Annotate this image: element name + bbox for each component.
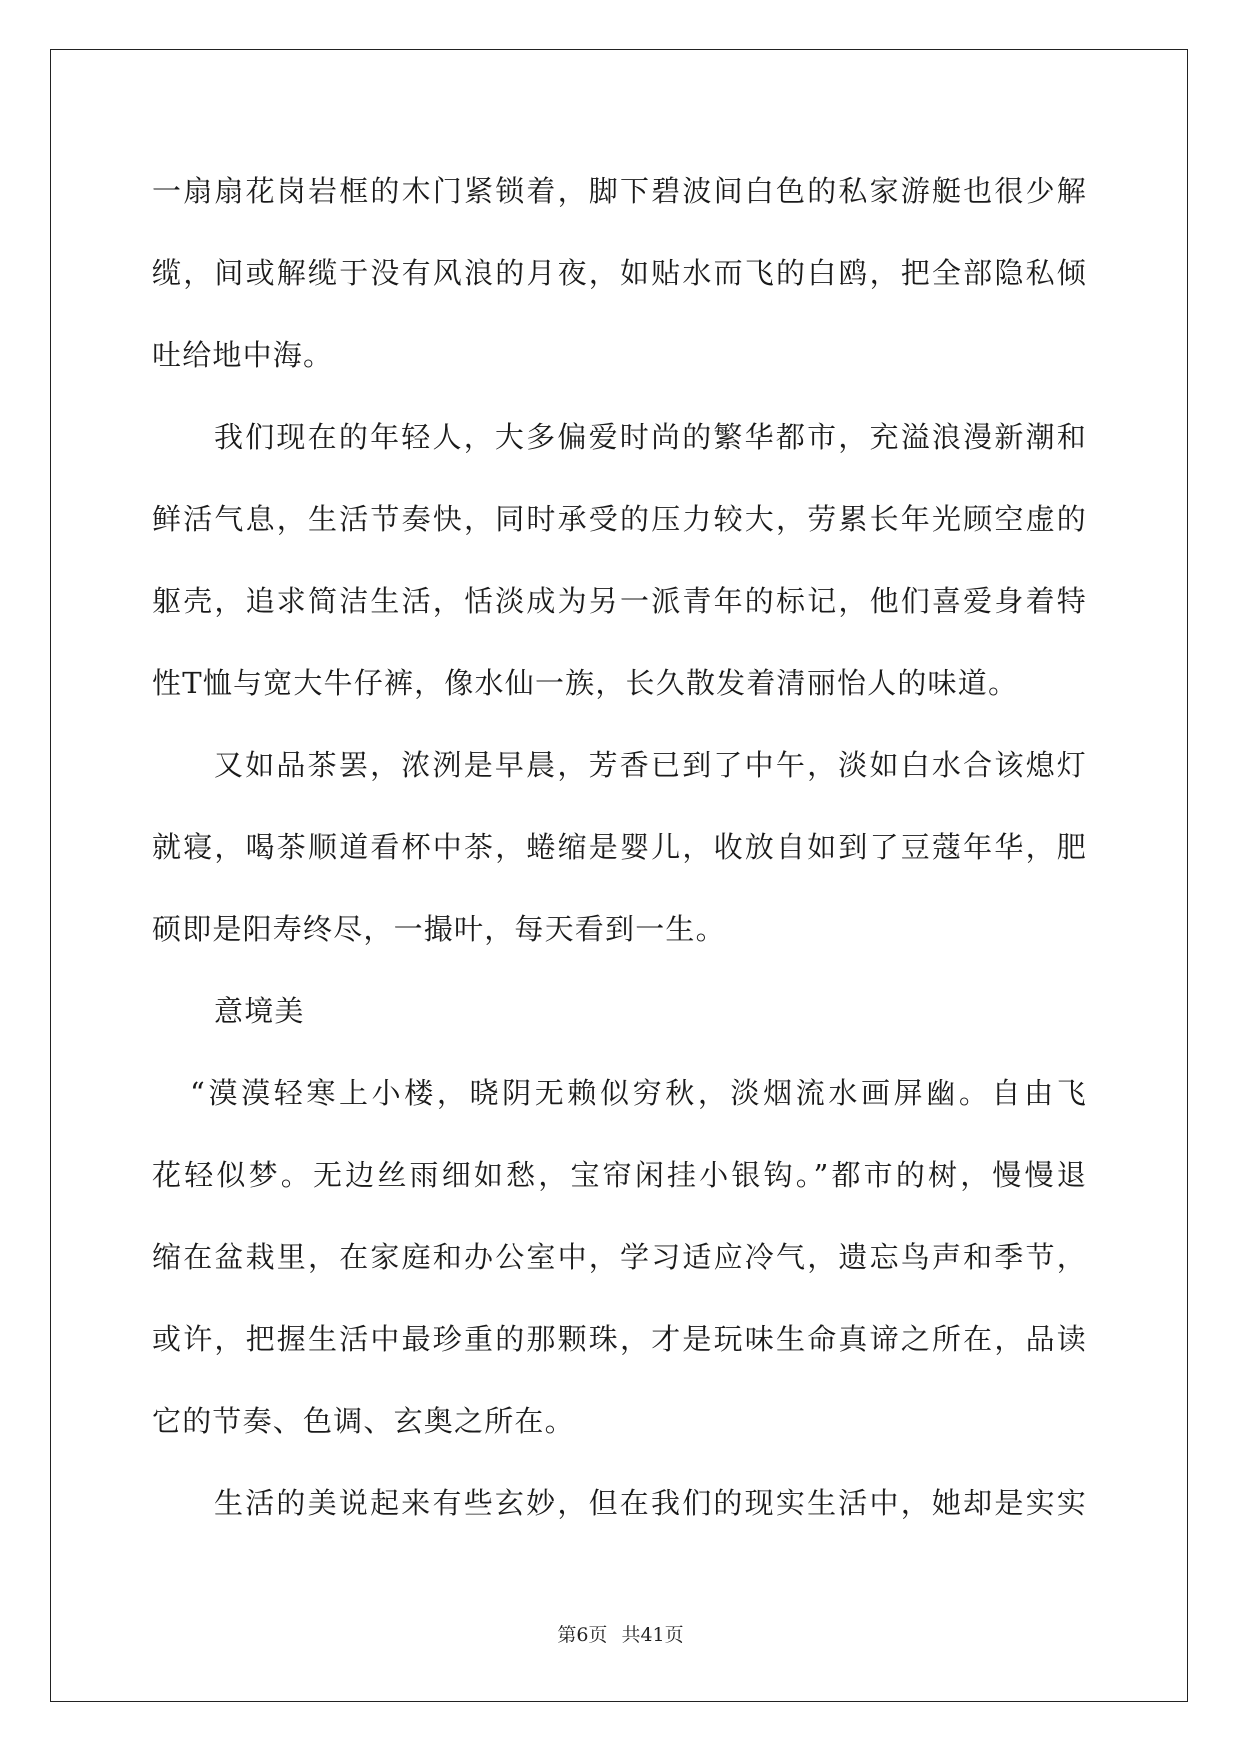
text-line: 生活的美说起来有些玄妙，但在我们的现实生活中，她却是实实	[214, 1486, 1087, 1520]
text-line: 又如品茶罢，浓洌是早晨，芳香已到了中午，淡如白水合该熄灯	[214, 748, 1087, 782]
text-line: 缩在盆栽里，在家庭和办公室中，学习适应冷气，遗忘鸟声和季节，	[152, 1240, 1087, 1274]
section-heading: 意境美	[214, 994, 305, 1028]
text-line: “漠漠轻寒上小楼，晓阴无赖似穷秋，淡烟流水画屏幽。自由飞	[190, 1076, 1087, 1110]
text-line: 就寝，喝茶顺道看杯中茶，蜷缩是婴儿，收放自如到了豆蔻年华，肥	[152, 830, 1087, 864]
text-line: 鲜活气息，生活节奏快，同时承受的压力较大，劳累长年光顾空虚的	[152, 502, 1087, 536]
page-number: 第6页	[557, 1624, 608, 1646]
text-line: 躯壳，追求简洁生活，恬淡成为另一派青年的标记，他们喜爱身着特	[152, 584, 1087, 618]
text-line: 它的节奏、色调、玄奥之所在。	[152, 1404, 575, 1438]
text-line: 性T恤与宽大牛仔裤，像水仙一族，长久散发着清丽怡人的味道。	[152, 666, 1019, 700]
text-line: 花轻似梦。无边丝雨细如愁，宝帘闲挂小银钩。”都市的树，慢慢退	[152, 1158, 1087, 1192]
document-body	[152, 150, 1087, 1544]
text-line: 我们现在的年轻人，大多偏爱时尚的繁华都市，充溢浪漫新潮和	[214, 420, 1087, 454]
text-line: 或许，把握生活中最珍重的那颗珠，才是玩味生命真谛之所在，品读	[152, 1322, 1087, 1356]
text-line: 硕即是阳寿终尽，一撮叶，每天看到一生。	[152, 912, 726, 946]
text-line: 一扇扇花岗岩框的木门紧锁着，脚下碧波间白色的私家游艇也很少解	[152, 174, 1087, 208]
page-footer	[0, 1620, 1241, 1647]
page-total: 共41页	[621, 1624, 684, 1646]
text-line: 缆，间或解缆于没有风浪的月夜，如贴水而飞的白鸥，把全部隐私倾	[152, 256, 1087, 290]
text-line: 吐给地中海。	[152, 338, 334, 372]
